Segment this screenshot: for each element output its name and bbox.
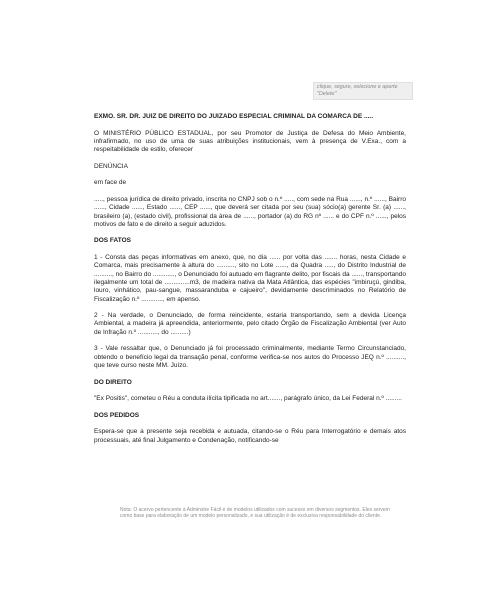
denuncia-label: DENÚNCIA: [94, 162, 128, 170]
fato-3-paragraph: 3 - Vale ressaltar que, o Denunciado já foi processado criminalmente, mediante Termo Circunstanciado, obtendo o benefício legal da transação penal, conforme verifica-se nos autos do Processo JEQ n.º .........., que teve curso neste MM. Juízo.: [94, 345, 406, 369]
parties-paragraph: ....., pessoa jurídica de direito privado, inscrita no CNPJ sob o n.º ....., com sede na Rua ......, n.º ......, Bairro ......, Cidade ......, Estado ......, CEP ......, que deverá ser citada por seu (sua) sócio(a) gerente Sr. (a) ......, brasileiro (a), (estado civil), profissional da área de ......, portador (a) do RG nº ...... e do CPF n.º ......, pelos motivos de fato e de direito a seguir aduzidos.: [94, 195, 406, 228]
document-body: [94, 113, 406, 453]
instruction-note: clique, segure, selecione e aperte "Delete": [313, 82, 413, 100]
direito-paragraph: "Ex Positis", cometeu o Réu a conduta ilícita tipificada no art......., parágrafo único, da Lei Federal n.º .........: [94, 395, 402, 403]
fato-1-paragraph: 1 - Consta das peças informativas em anexo, que, no dia ...... por volta das ....... horas, nesta Cidade e Comarca, mais precisamente à altura do .........., sito no Lote ......, da Quadra ....., do Distrito Industrial de .........., no Bairro do ............, o Denunciado foi autuado em flagrante delito, por fiscais da ......, transportando ilegalmente um total de ..............m3, de madeira nativa da Mata Atlântica, das espécies "imbiruçú, gindiba, louro, vinhático, pau-sangue, massaranduba e cajueiro", devidamente descriminados no Relatório de Fiscalização n.º ............, em apenso.: [94, 254, 406, 303]
pedidos-paragraph: Espera-se que a presente seja recebida e autuada, citando-se o Réu para Interrogatório e demais atos processuais, até final Julgamento e Condenação, notificando-se: [94, 428, 406, 444]
em-face-label: em face de: [94, 179, 127, 187]
pedidos-heading: DOS PEDIDOS: [94, 411, 140, 419]
fatos-heading: DOS FATOS: [94, 237, 131, 245]
direito-heading: DO DIREITO: [94, 378, 132, 386]
fato-2-paragraph: 2 - Na verdade, o Denunciado, de forma reincidente, estaria transportando, sem a devida Licença Ambiental, a madeira já apreendida, anteriormente, pelo citado Órgão de Fiscalização Ambiental (ver Auto de Infração n.º ..........., do ..........): [94, 312, 406, 336]
footer-note: Nota: O acervo pertencente à Adminstre Fácil é de modelos utilizados com sucesso em diversos segmentos. Eles servem como base para elaboração de um modelo personalizado, e sua utilização é de exclusiva responsabilidade do cliente.: [120, 507, 390, 520]
document-title: EXMO. SR. DR. JUIZ DE DIREITO DO JUIZADO ESPECIAL CRIMINAL DA COMARCA DE .....: [94, 113, 374, 120]
intro-paragraph: O MINISTÉRIO PÚBLICO ESTADUAL, por seu Promotor de Justiça de Defesa do Meio Ambiente, infrafirmado, no uso de uma de suas atribuições institucionais, vem à presença de V.Exa., com a respeitabilidade de estilo, oferecer: [94, 129, 406, 154]
